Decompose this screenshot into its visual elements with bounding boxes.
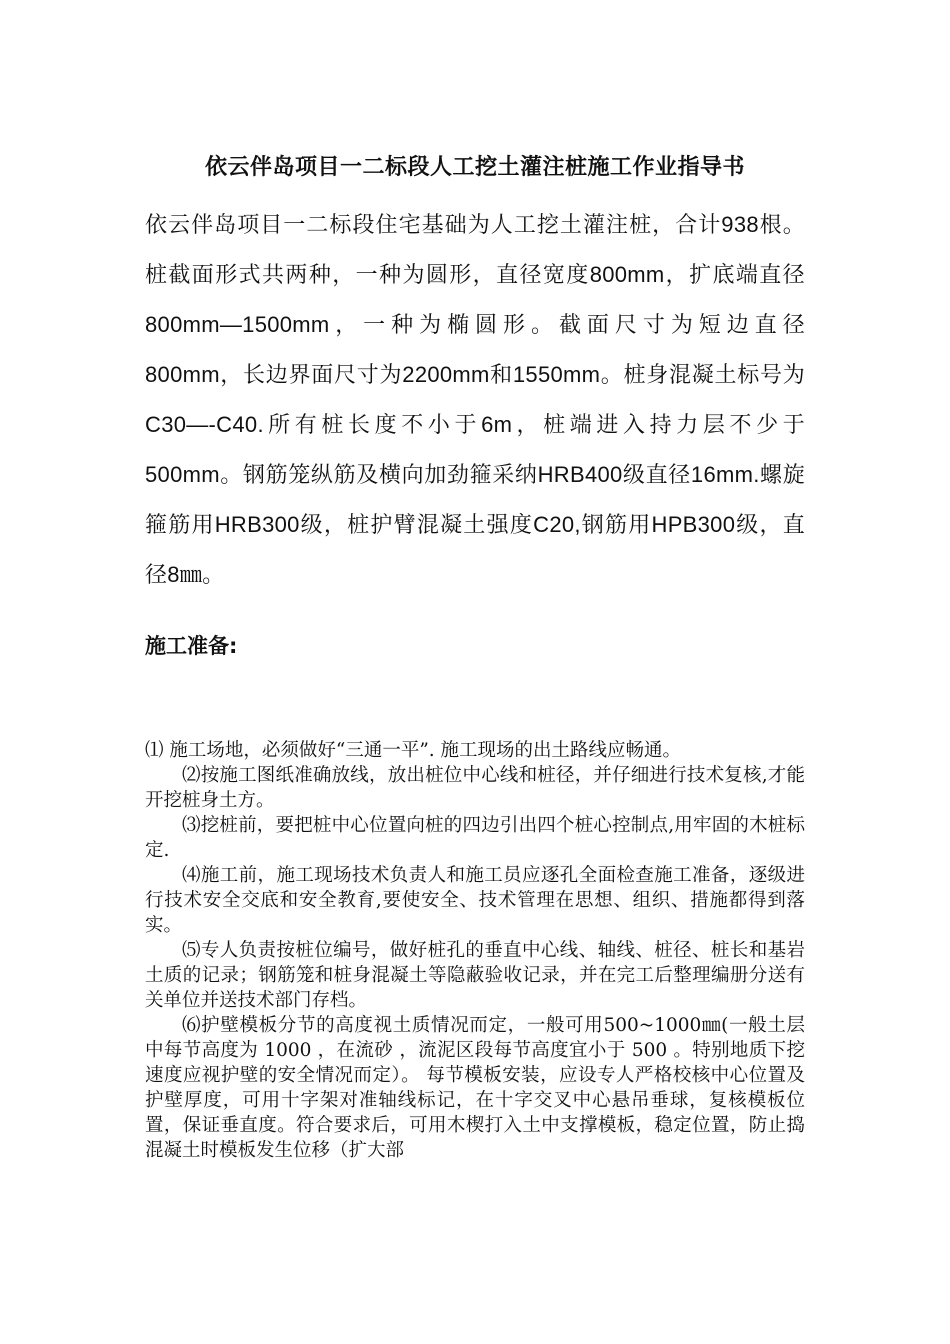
section-heading: 施工准备:: [145, 634, 238, 658]
step-item: ⑹护壁模板分节的高度视土质情况而定，一般可用500~1000㎜(一般土层中每节高度为 1000 ，在流砂 ，流泥区段每节高度宜小于 500 。特别地质下挖速度应视护壁的安全情况而定）。 每节模板安装，应设专人严格校核中心位置及护壁厚度，可用十字架对准轴线标记，在十字交叉中心悬吊垂球，复核模板位置，保证垂直度。符合要求后，可用木楔打入土中支撑模板，稳定位置，防止捣混凝土时模板发生位移（扩大部: [145, 1015, 805, 1161]
step-item: ⑴ 施工场地，必须做好“三通一平”. 施工现场的出土路线应畅通。: [145, 740, 682, 761]
steps-list: [145, 738, 805, 1163]
intro-paragraph: 依云伴岛项目一二标段住宅基础为人工挖土灌注桩，合计938根。桩截面形式共两种，一种为圆形，直径宽度800mm，扩底端直径800mm—1500mm，一种为椭圆形。截面尺寸为短边直径800mm，长边界面尺寸为2200mm和1550mm。桩身混凝土标号为C30—-C40.所有桩长度不小于6m，桩端进入持力层不少于500mm。钢筋笼纵筋及横向加劲箍采纳HRB400级直径16mm.螺旋箍筋用HRB300级，桩护臂混凝土强度C20,钢筋用HPB300级，直径8㎜。: [145, 212, 806, 587]
step-item: ⑵按施工图纸准确放线，放出桩位中心线和桩径，并仔细进行技术复核,才能开挖桩身土方。: [145, 765, 805, 811]
document-title: 依云伴岛项目一二标段人工挖土灌注桩施工作业指导书: [204, 155, 745, 180]
step-item: ⑸专人负责按桩位编号，做好桩孔的垂直中心线、轴线、桩径、桩长和基岩土质的记录；钢筋笼和桩身混凝土等隐蔽验收记录，并在完工后整理编册分送有关单位并送技术部门存档。: [145, 940, 805, 1011]
step-item: ⑷施工前，施工现场技术负责人和施工员应逐孔全面检查施工准备，逐级进行技术安全交底和安全教育,要使安全、技术管理在思想、组织、措施都得到落实。: [145, 865, 805, 936]
step-item: ⑶挖桩前，要把桩中心位置向桩的四边引出四个桩心控制点,用牢固的木桩标定.: [145, 815, 805, 861]
